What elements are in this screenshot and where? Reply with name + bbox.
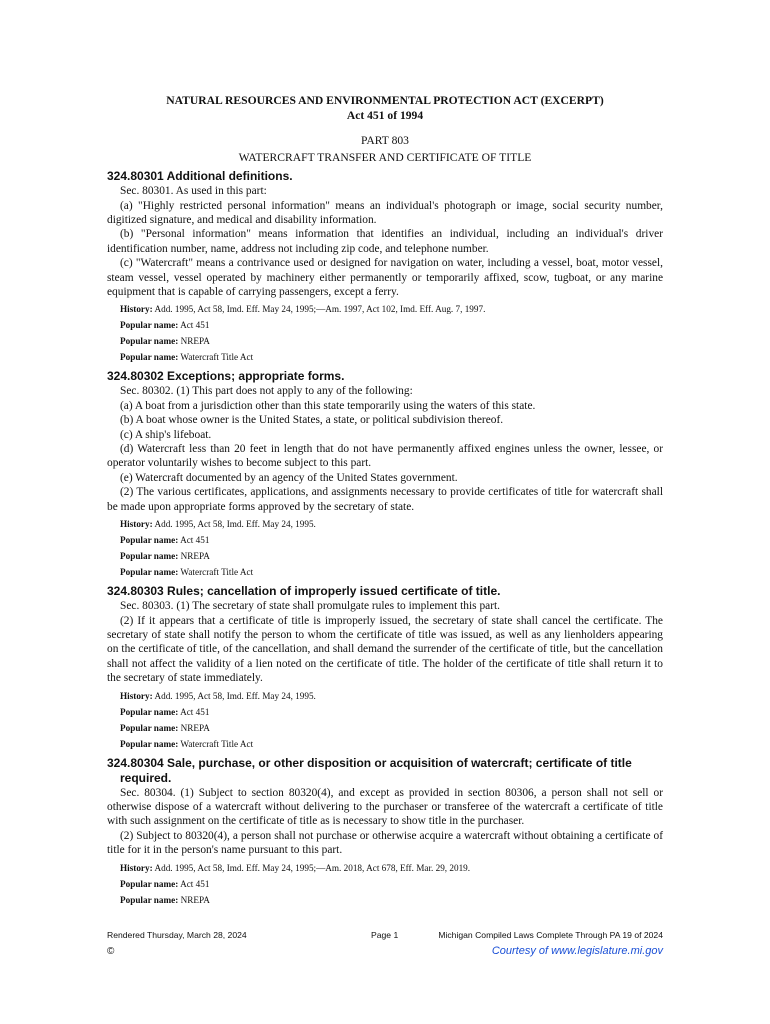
popular-name-label: Popular name: (120, 535, 179, 546)
document-page (107, 94, 663, 912)
history-label: History: (120, 862, 153, 873)
law-section (107, 369, 663, 578)
popular-name (107, 534, 663, 546)
section-paragraph: (d) Watercraft less than 20 feet in length that do not have permanently affixed engines unless the owner, lessee, or operator voluntarily wishes to become subject to this part. (107, 443, 663, 470)
popular-name-value: Watercraft Title Act (180, 567, 254, 578)
popular-name (107, 566, 663, 578)
history-note (107, 303, 663, 315)
popular-name (107, 319, 663, 331)
popular-name-label: Popular name: (120, 722, 179, 733)
popular-name-value: NREPA (180, 336, 210, 347)
sections-container (107, 169, 663, 905)
section-heading: 324.80302 Exceptions; appropriate forms. (107, 369, 345, 384)
popular-name (107, 335, 663, 347)
popular-name-value: Watercraft Title Act (180, 352, 254, 363)
law-section (107, 169, 663, 363)
history-text: Add. 1995, Act 58, Imd. Eff. May 24, 1995. (154, 690, 316, 701)
popular-name-label: Popular name: (120, 738, 179, 749)
copyright-symbol: © (107, 946, 115, 957)
history-note (107, 518, 663, 530)
popular-name (107, 550, 663, 562)
popular-name-label: Popular name: (120, 706, 179, 717)
popular-name (107, 894, 663, 906)
popular-name-label: Popular name: (120, 894, 179, 905)
section-paragraph: (b) A boat whose owner is the United States, a state, or political subdivision thereof. (120, 414, 504, 427)
law-section (107, 756, 663, 906)
section-paragraph: (b) "Personal information" means information that identifies an individual, including an individual's driver identification number, name, address not including zip code, and telephone number. (107, 228, 663, 255)
history-label: History: (120, 304, 153, 315)
popular-name (107, 722, 663, 734)
popular-name-label: Popular name: (120, 336, 179, 347)
section-heading: 324.80304 Sale, purchase, or other disposition or acquisition of watercraft; certificate of title required. (107, 755, 632, 785)
courtesy-link[interactable]: Courtesy of www.legislature.mi.gov (491, 945, 663, 957)
popular-name-label: Popular name: (120, 352, 179, 363)
part-number: PART 803 (361, 134, 409, 148)
act-number: Act 451 of 1994 (346, 108, 424, 122)
section-heading: 324.80303 Rules; cancellation of improperly issued certificate of title. (107, 584, 501, 599)
history-text: Add. 1995, Act 58, Imd. Eff. May 24, 1995;—Am. 2018, Act 678, Eff. Mar. 29, 2019. (154, 862, 471, 873)
history-note (107, 690, 663, 702)
popular-name (107, 351, 663, 363)
popular-name-value: NREPA (180, 722, 210, 733)
popular-name-label: Popular name: (120, 878, 179, 889)
rendered-date: Rendered Thursday, March 28, 2024 (107, 930, 247, 940)
section-paragraph: (c) A ship's lifeboat. (120, 428, 212, 441)
section-paragraph: (2) If it appears that a certificate of title is improperly issued, the secretary of state shall cancel the certificate. The secretary of state shall notify the person to whom the certificate of title was issued, as well as any lienholders appearing on the certificate of title, of the cancellation, and shall demand the surrender of the certificate of title, but the cancellation shall not affect the validity of a lien noted on the certificate of title. The holder of the certificate of title shall return it to the secretary of state immediately. (107, 614, 663, 685)
compiled-through: Michigan Compiled Laws Complete Through PA 19 of 2024 (438, 930, 663, 940)
section-paragraph: (c) "Watercraft" means a contrivance used or designed for navigation on water, including a vessel, boat, motor vessel, steam vessel, vessel operated by machinery either permanently or temporarily affixed, scow, tugboat, or any marine equipment that is capable of carrying passengers, except a ferry. (107, 257, 663, 299)
history-label: History: (120, 519, 153, 530)
history-label: History: (120, 690, 153, 701)
popular-name-value: Act 451 (180, 706, 210, 717)
popular-name-value: NREPA (180, 551, 210, 562)
section-paragraph: Sec. 80303. (1) The secretary of state shall promulgate rules to implement this part. (120, 600, 501, 613)
section-heading: 324.80301 Additional definitions. (107, 169, 293, 184)
history-text: Add. 1995, Act 58, Imd. Eff. May 24, 1995. (154, 519, 316, 530)
popular-name-value: Act 451 (180, 320, 210, 331)
popular-name (107, 878, 663, 890)
section-paragraph: Sec. 80302. (1) This part does not apply to any of the following: (120, 385, 413, 398)
popular-name-value: Watercraft Title Act (180, 738, 254, 749)
section-paragraph: (2) The various certificates, applications, and assignments necessary to provide certificates of title for watercraft shall be made upon appropriate forms approved by the secretary of state. (107, 486, 663, 513)
act-title: NATURAL RESOURCES AND ENVIRONMENTAL PROTECTION ACT (EXCERPT) (166, 94, 604, 107)
history-note (107, 862, 663, 874)
section-paragraph: (a) "Highly restricted personal information" means an individual's photograph or image, social security number, digitized signature, and medical and disability information. (107, 199, 663, 226)
page-number: Page 1 (371, 930, 399, 940)
popular-name-value: Act 451 (180, 878, 210, 889)
popular-name (107, 738, 663, 750)
section-paragraph: Sec. 80301. As used in this part: (120, 185, 267, 198)
history-text: Add. 1995, Act 58, Imd. Eff. May 24, 1995;—Am. 1997, Act 102, Imd. Eff. Aug. 7, 1997. (154, 304, 486, 315)
section-paragraph: (a) A boat from a jurisdiction other than this state temporarily using the waters of this state. (120, 399, 536, 412)
law-section (107, 584, 663, 749)
popular-name-label: Popular name: (120, 567, 179, 578)
section-paragraph: (2) Subject to 80320(4), a person shall not purchase or otherwise acquire a watercraft without obtaining a certificate of title for it in the person's name pursuant to this part. (107, 829, 663, 857)
section-paragraph: Sec. 80304. (1) Subject to section 80320(4), and except as provided in section 80306, a person shall not sell or otherwise dispose of a watercraft without delivering to the purchaser or transferee of the watercraft a certificate of title with such assignment on the certificate of title as is necessary to show title in the purchaser. (107, 786, 663, 828)
popular-name-value: Act 451 (180, 535, 210, 546)
popular-name (107, 706, 663, 718)
popular-name-label: Popular name: (120, 320, 179, 331)
section-paragraph: (e) Watercraft documented by an agency of the United States government. (120, 471, 458, 484)
popular-name-label: Popular name: (120, 551, 179, 562)
popular-name-value: NREPA (180, 894, 210, 905)
part-title: WATERCRAFT TRANSFER AND CERTIFICATE OF TITLE (238, 151, 532, 165)
